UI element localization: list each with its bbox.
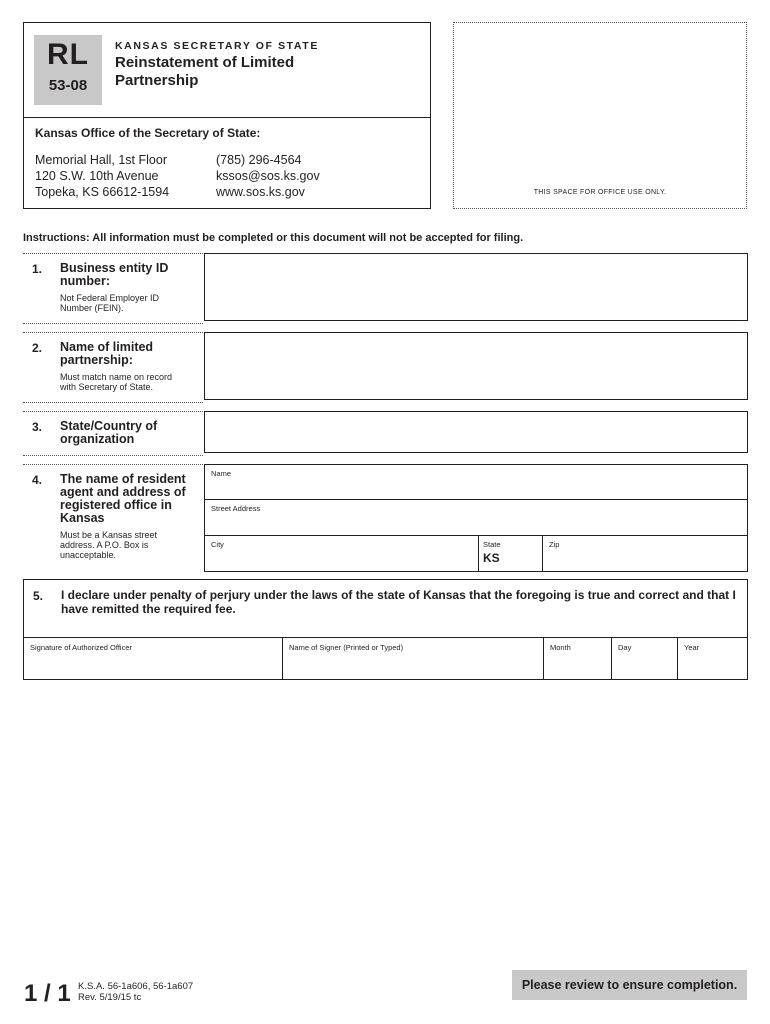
- header-box: [23, 22, 431, 209]
- footer-statute: [78, 981, 193, 1003]
- dotted-separator: [23, 411, 203, 412]
- item-note: Must be a Kansas street address. A P.O. Box is unacceptable.: [60, 530, 158, 560]
- state-label: State: [483, 540, 501, 549]
- street-address-label: Street Address: [211, 504, 261, 513]
- day-label: Day: [618, 643, 632, 652]
- form-title: Reinstatement of Limited Partnership: [115, 54, 295, 89]
- office-website: www.sos.ks.gov: [216, 185, 305, 199]
- dotted-separator: [23, 253, 203, 254]
- office-email: kssos@sos.ks.gov: [216, 169, 320, 183]
- declaration-text: I declare under penalty of perjury under the laws of the state of Kansas that the foregoing is true and correct and that I have remitted the required fee.: [61, 588, 736, 616]
- item-number: 3.: [32, 420, 43, 434]
- office-heading: Kansas Office of the Secretary of State:: [35, 126, 261, 140]
- item-label: Name of limited partnership:: [60, 340, 154, 367]
- revision-date: Rev. 5/19/15 tc: [78, 992, 142, 1003]
- form-code: RL: [47, 38, 89, 71]
- item-label: The name of resident agent and address of registered office in Kansas: [60, 472, 186, 525]
- partnership-name-field[interactable]: [204, 332, 748, 400]
- year-label: Year: [684, 643, 700, 652]
- office-phone: (785) 296-4564: [216, 153, 302, 167]
- dotted-separator: [23, 323, 203, 324]
- year-field[interactable]: [678, 638, 746, 679]
- signer-name-field[interactable]: [283, 638, 543, 679]
- month-field[interactable]: [544, 638, 611, 679]
- address-line: Memorial Hall, 1st Floor: [35, 153, 167, 167]
- office-contact: [216, 152, 320, 200]
- item-number: 5.: [33, 589, 44, 603]
- city-input[interactable]: [205, 536, 478, 572]
- agent-name-label: Name: [211, 469, 232, 478]
- entity-id-field[interactable]: [204, 253, 748, 321]
- state-value: KS: [483, 551, 500, 565]
- agency-name: KANSAS SECRETARY OF STATE: [115, 40, 319, 52]
- review-notice: Please review to ensure completion.: [512, 970, 747, 1000]
- declaration-block: [23, 579, 748, 680]
- item-label: State/Country of organization: [60, 419, 158, 446]
- statute-reference: K.S.A. 56-1a606, 56-1a607: [78, 981, 194, 992]
- item-label: Business entity ID number:: [60, 261, 169, 288]
- header-divider: [24, 117, 430, 118]
- dotted-separator: [23, 402, 203, 403]
- day-field[interactable]: [612, 638, 677, 679]
- instructions: Instructions: All information must be completed or this document will not be accepted for filing.: [23, 232, 524, 244]
- item-number: 1.: [32, 262, 43, 276]
- office-use-box: [453, 22, 747, 209]
- item-number: 2.: [32, 341, 43, 355]
- item-number: 4.: [32, 473, 43, 487]
- signature-label: Signature of Authorized Officer: [30, 643, 133, 652]
- item-note: Must match name on record with Secretary of State.: [60, 372, 173, 392]
- signature-field[interactable]: [24, 638, 282, 679]
- item-note: Not Federal Employer ID Number (FEIN).: [60, 293, 160, 313]
- month-label: Month: [550, 643, 571, 652]
- agent-name-input[interactable]: [205, 465, 746, 499]
- office-use-label: THIS SPACE FOR OFFICE USE ONLY.: [533, 189, 667, 196]
- city-label: City: [211, 540, 224, 549]
- zip-input[interactable]: [543, 536, 746, 572]
- street-address-input[interactable]: [205, 500, 746, 535]
- state-input[interactable]: [479, 536, 542, 572]
- form-code-badge: [34, 35, 102, 105]
- page-number: 1 / 1: [24, 980, 71, 1007]
- dotted-separator: [23, 332, 203, 333]
- resident-agent-block: [204, 464, 748, 572]
- address-line: 120 S.W. 10th Avenue: [35, 169, 159, 183]
- dotted-separator: [23, 464, 203, 465]
- zip-label: Zip: [549, 540, 560, 549]
- dotted-separator: [23, 455, 203, 456]
- state-country-field[interactable]: [204, 411, 748, 453]
- form-number: 53-08: [48, 77, 88, 94]
- office-address: [35, 152, 169, 200]
- address-line: Topeka, KS 66612-1594: [35, 185, 170, 199]
- signer-name-label: Name of Signer (Printed or Typed): [289, 643, 404, 652]
